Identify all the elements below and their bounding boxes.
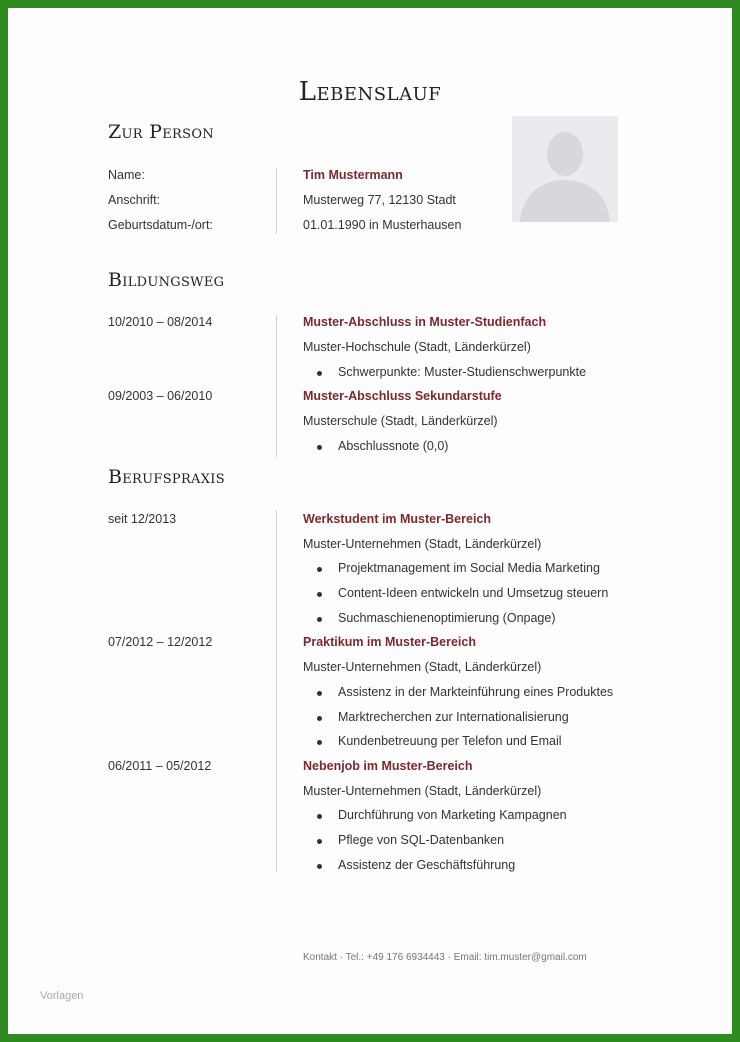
job-dates: seit 12/2013 (108, 512, 177, 526)
bullet-item: Suchmaschienenoptimierung (Onpage) (338, 611, 556, 625)
job-dates: 06/2011 – 05/2012 (108, 759, 212, 773)
person-silhouette-icon (512, 116, 618, 222)
profile-photo (512, 116, 618, 222)
section-heading-experience: Berufspraxis (108, 466, 225, 488)
value-birth: 01.01.1990 in Musterhausen (303, 218, 462, 232)
job-title: Nebenjob im Muster-Bereich (303, 759, 473, 773)
label-address: Anschrift: (108, 193, 161, 207)
section-heading-person: Zur Person (108, 121, 214, 143)
divider-experience (276, 510, 277, 872)
contact-footer: Kontakt · Tel.: +49 176 6934443 · Email: tim.muster@gmail.com (303, 952, 587, 963)
divider-education (276, 315, 277, 457)
page-title: Lebenslauf (298, 77, 442, 107)
education-institution: Muster-Hochschule (Stadt, Länderkürzel) (303, 340, 531, 354)
education-dates: 10/2010 – 08/2014 (108, 315, 213, 329)
job-title: Werkstudent im Muster-Bereich (303, 512, 492, 526)
education-institution: Musterschule (Stadt, Länderkürzel) (303, 414, 498, 428)
bullet-item: Pflege von SQL-Datenbanken (338, 833, 505, 847)
bullet-item: Durchführung von Marketing Kampagnen (338, 808, 567, 822)
bullet-item: Marktrecherchen zur Internationalisierung (338, 710, 569, 724)
bullet-item: Assistenz in der Markteinführung eines Produktes (338, 685, 614, 699)
job-dates: 07/2012 – 12/2012 (108, 635, 213, 649)
bullet-item: Schwerpunkte: Muster-Studienschwerpunkte (338, 365, 587, 379)
value-name: Tim Mustermann (303, 168, 403, 182)
label-name: Name: (108, 168, 145, 182)
bullet-item: Projektmanagement im Social Media Marketing (338, 561, 600, 575)
divider-person (276, 168, 277, 234)
bullet-item: Kundenbetreuung per Telefon und Email (338, 734, 562, 748)
job-company: Muster-Unternehmen (Stadt, Länderkürzel) (303, 784, 542, 798)
section-heading-education: Bildungsweg (108, 269, 225, 291)
bullet-item: Abschlussnote (0,0) (338, 439, 449, 453)
watermark: Vorlagen (40, 990, 84, 1002)
education-title: Muster-Abschluss Sekundarstufe (303, 389, 502, 403)
job-company: Muster-Unternehmen (Stadt, Länderkürzel) (303, 537, 542, 551)
job-title: Praktikum im Muster-Bereich (303, 635, 476, 649)
label-birth: Geburtsdatum-/ort: (108, 218, 213, 232)
bullet-item: Assistenz der Geschäftsführung (338, 858, 516, 872)
job-company: Muster-Unternehmen (Stadt, Länderkürzel) (303, 660, 542, 674)
value-address: Musterweg 77, 12130 Stadt (303, 193, 456, 207)
education-title: Muster-Abschluss in Muster-Studienfach (303, 315, 547, 329)
bullet-item: Content-Ideen entwickeln und Umsetzug steuern (338, 586, 609, 600)
education-dates: 09/2003 – 06/2010 (108, 389, 213, 403)
